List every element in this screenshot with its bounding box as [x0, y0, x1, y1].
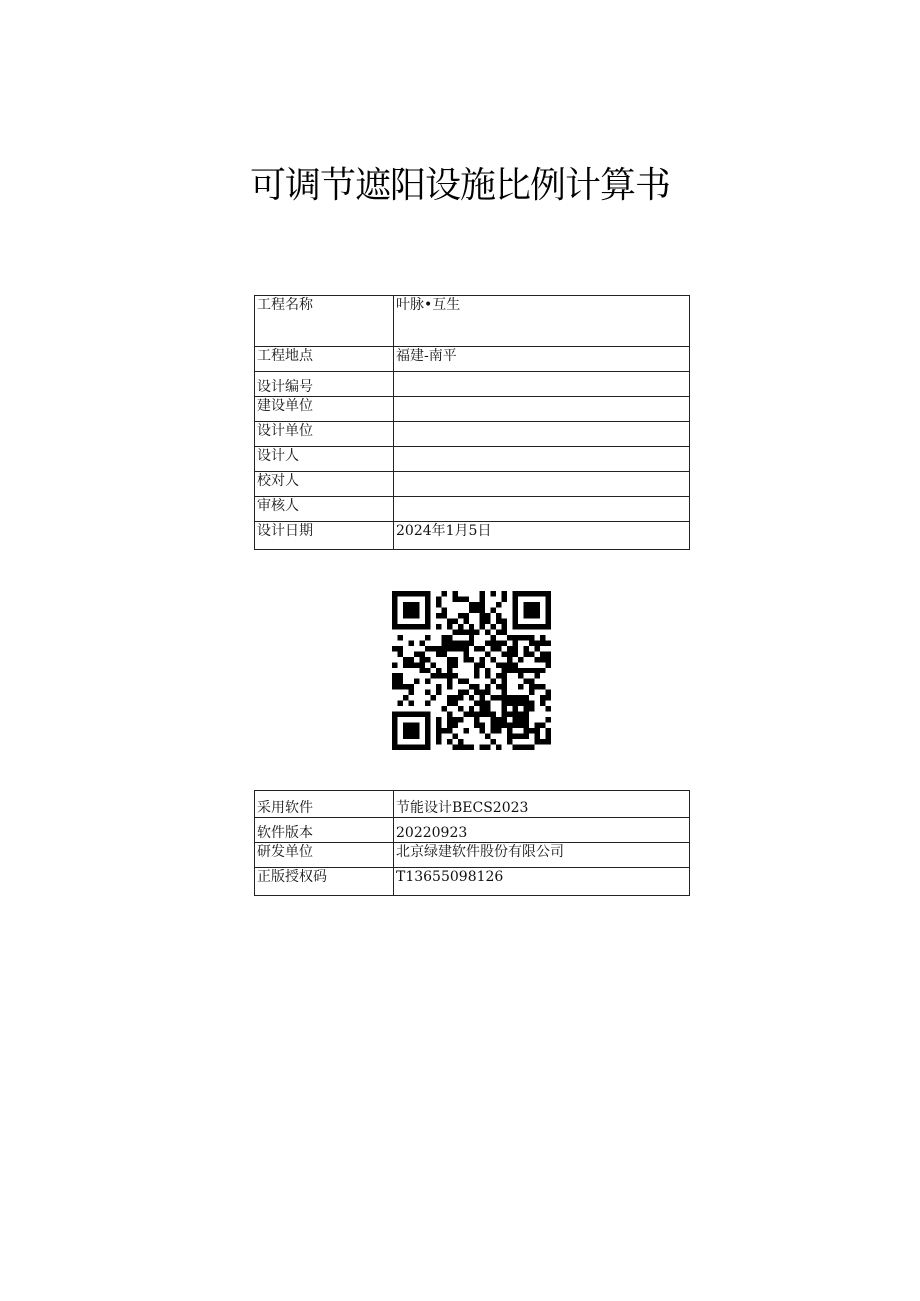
row-label: 研发单位 — [255, 843, 394, 868]
row-value — [394, 472, 690, 497]
page-title: 可调节遮阳设施比例计算书 — [249, 165, 670, 206]
row-value — [394, 497, 690, 522]
row-value: T13655098126 — [394, 868, 690, 896]
row-value — [394, 447, 690, 472]
row-label: 工程名称 — [255, 296, 394, 347]
table-row — [255, 791, 690, 818]
table-row — [255, 843, 690, 868]
table-row — [255, 472, 690, 497]
row-value — [394, 397, 690, 422]
table-row — [255, 497, 690, 522]
table-row — [255, 422, 690, 447]
row-value: 福建-南平 — [394, 347, 690, 372]
row-value — [394, 372, 690, 397]
row-value: 叶脉•互生 — [394, 296, 690, 347]
table-row — [255, 868, 690, 896]
table-row — [255, 296, 690, 347]
row-label: 设计单位 — [255, 422, 394, 447]
row-label: 采用软件 — [255, 791, 394, 818]
row-label: 校对人 — [255, 472, 394, 497]
row-value: 节能设计BECS2023 — [394, 791, 690, 818]
row-value: 20220923 — [394, 818, 690, 843]
table-row — [255, 397, 690, 422]
row-value: 2024年1月5日 — [394, 522, 690, 550]
row-label: 软件版本 — [255, 818, 394, 843]
table-row — [255, 447, 690, 472]
qr-code-icon — [392, 591, 551, 750]
table-row — [255, 372, 690, 397]
row-label: 审核人 — [255, 497, 394, 522]
software-info-table — [254, 790, 690, 896]
row-label: 设计人 — [255, 447, 394, 472]
table-row — [255, 818, 690, 843]
row-value: 北京绿建软件股份有限公司 — [394, 843, 690, 868]
table-row — [255, 522, 690, 550]
row-label: 设计编号 — [255, 372, 394, 397]
row-label: 设计日期 — [255, 522, 394, 550]
row-label: 建设单位 — [255, 397, 394, 422]
row-label: 正版授权码 — [255, 868, 394, 896]
table-row — [255, 347, 690, 372]
row-value — [394, 422, 690, 447]
project-info-table — [254, 295, 690, 550]
row-label: 工程地点 — [255, 347, 394, 372]
